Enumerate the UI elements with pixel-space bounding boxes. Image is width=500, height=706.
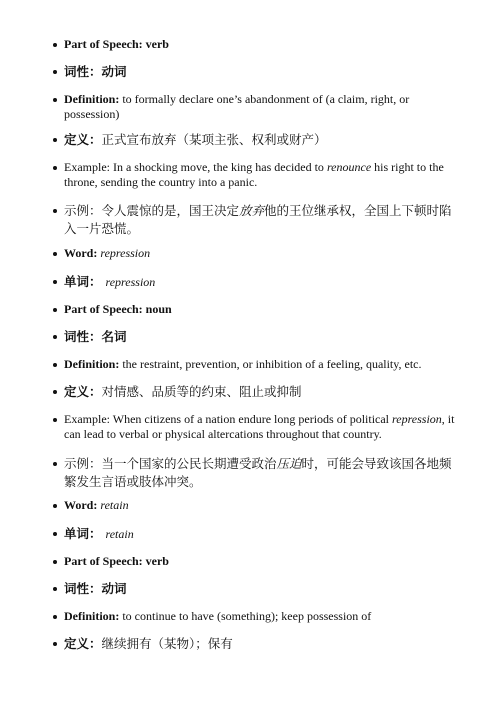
part-of-speech-label: Part of Speech:: [64, 302, 143, 316]
definition-zh-text: 继续拥有（某物）；保有: [101, 636, 233, 651]
definition-label: Definition:: [64, 92, 120, 106]
definition-text: to continue to have (something); keep possession of: [122, 609, 372, 623]
example-zh-suffix: 他的王位继承权，全国上下顿时陷入一片恐慌。: [64, 203, 452, 236]
part-of-speech-zh: [64, 580, 464, 598]
definition-label: Definition:: [64, 609, 120, 623]
example-keyword: renounce: [326, 160, 372, 174]
definition-zh-label: 定义：: [64, 384, 102, 399]
word-label: Word:: [64, 246, 98, 260]
word-zh-label: 单词：: [64, 526, 102, 541]
definition-en: [64, 609, 464, 624]
word-en: [64, 246, 464, 261]
word-en: [64, 498, 464, 513]
example-en: [64, 412, 464, 442]
definition-text: to formally declare one’s abandonment of (a claim, right, or possession): [64, 92, 410, 121]
part-of-speech-zh-label: 词性：: [64, 329, 102, 344]
part-of-speech-zh: [64, 328, 464, 346]
example-text-prefix: Example: In a shocking move, the king has decided to: [64, 160, 327, 174]
definition-text: the restraint, prevention, or inhibition of a feeling, quality, etc.: [122, 357, 422, 371]
example-text-prefix: Example: When citizens of a nation endure long periods of political: [64, 412, 393, 426]
example-zh-keyword: 压迫: [276, 456, 302, 471]
definition-zh: [64, 383, 464, 401]
word-zh-value: repression: [105, 275, 156, 289]
example-zh-prefix: 示例：当一个国家的公民长期遭受政治: [64, 456, 277, 471]
example-zh-prefix: 示例：令人震惊的是，国王决定: [64, 203, 240, 218]
word-zh: [64, 273, 464, 291]
part-of-speech-zh-value: 名词: [101, 329, 127, 344]
definition-zh-text: 对情感、品质等的约束、阻止或抑制: [101, 384, 302, 399]
part-of-speech-label: Part of Speech:: [64, 554, 143, 568]
example-text-suffix: , it can lead to verbal or physical altercations throughout that country.: [64, 412, 455, 441]
definition-label: Definition:: [64, 357, 120, 371]
word-value: retain: [100, 498, 129, 512]
example-zh: [64, 455, 464, 491]
definition-zh-text: 正式宣布放弃（某项主张、权利或财产）: [101, 132, 327, 147]
part-of-speech-value: verb: [145, 554, 169, 568]
word-zh: [64, 525, 464, 543]
part-of-speech-value: verb: [145, 37, 169, 51]
example-keyword: repression: [392, 412, 442, 426]
part-of-speech-zh-label: 词性：: [64, 64, 102, 79]
example-zh-keyword: 放弃: [239, 203, 265, 218]
example-zh-suffix: 时，可能会导致该国各地频繁发生言语或肢体冲突。: [64, 456, 452, 489]
part-of-speech-en: [64, 554, 464, 569]
definition-zh-label: 定义：: [64, 132, 102, 147]
example-en: [64, 160, 464, 190]
part-of-speech-en: [64, 37, 464, 52]
part-of-speech-zh: [64, 63, 464, 81]
part-of-speech-zh-label: 词性：: [64, 581, 102, 596]
definition-zh-label: 定义：: [64, 636, 102, 651]
word-label: Word:: [64, 498, 98, 512]
definition-zh: [64, 131, 464, 149]
definition-en: [64, 92, 464, 122]
part-of-speech-en: [64, 302, 464, 317]
part-of-speech-value: noun: [145, 302, 172, 316]
definition-zh: [64, 635, 464, 653]
part-of-speech-label: Part of Speech:: [64, 37, 143, 51]
part-of-speech-zh-value: 动词: [101, 581, 127, 596]
word-value: repression: [100, 246, 151, 260]
definition-en: [64, 357, 464, 372]
example-text-suffix: his right to the throne, sending the country into a panic.: [64, 160, 444, 189]
part-of-speech-zh-value: 动词: [101, 64, 127, 79]
word-zh-value: retain: [105, 527, 134, 541]
word-zh-label: 单词：: [64, 274, 102, 289]
example-zh: [64, 202, 464, 238]
